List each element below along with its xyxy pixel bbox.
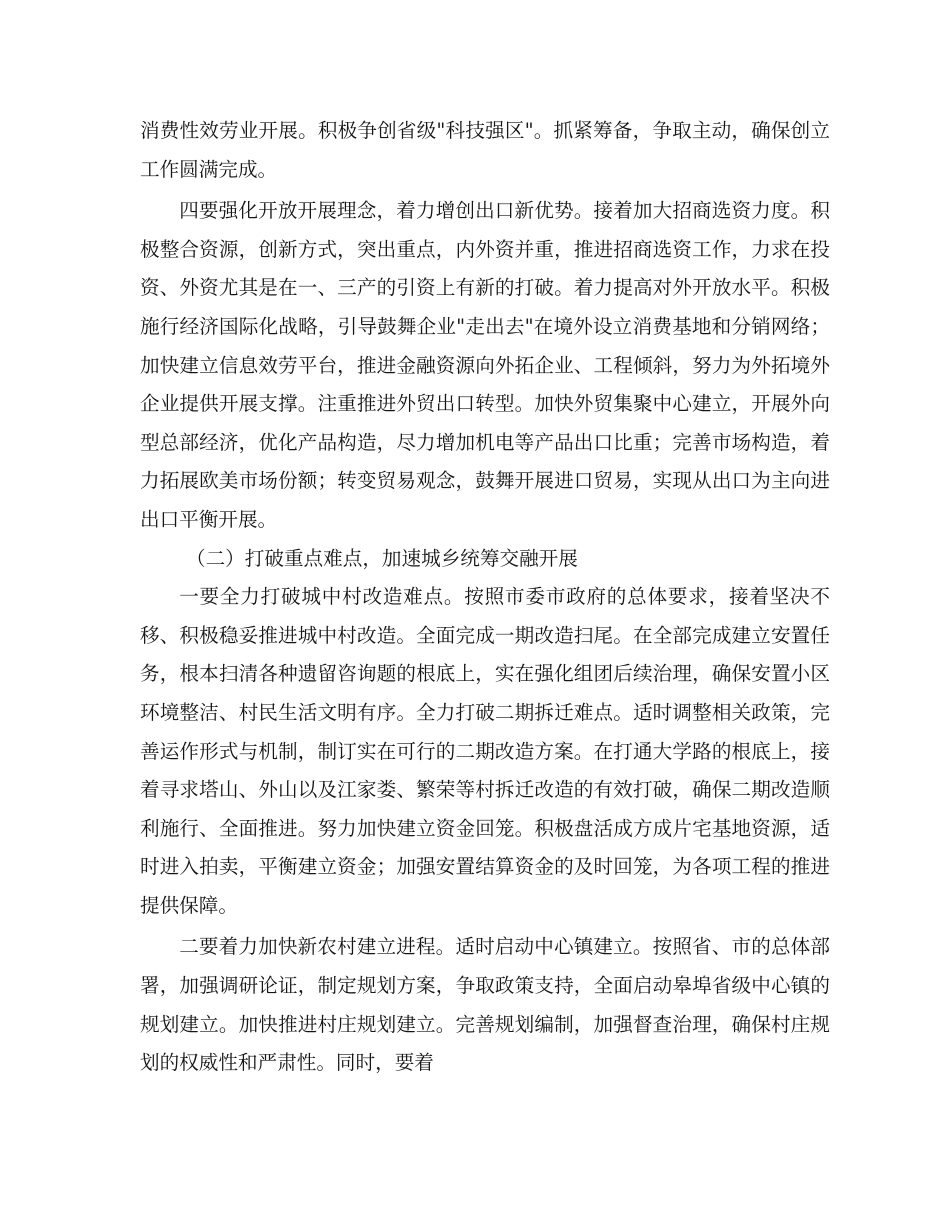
paragraph-2: 四要强化开放开展理念，着力增创出口新优势。接着加大招商选资力度。积极整合资源，创新方式，突出重点，内外资并重，推进招商选资工作，力求在投资、外资尤其是在一、三产的引资上有新的打破。着力提高对外开放水平。积极施行经济国际化战略，引导鼓舞企业"走出去"在境外设立消费基地和分销网络；加快建立信息效劳平台，推进金融资源向外拓企业、工程倾斜，努力为外拓境外企业提供开展支撑。注重推进外贸出口转型。加快外贸集聚中心建立，开展外向型总部经济，优化产品构造，尽力增加机电等产品出口比重；完善市场构造，着力拓展欧美市场份额；转变贸易观念，鼓舞开展进口贸易，实现从出口为主向进出口平衡开展。 <box>140 199 830 531</box>
paragraph-4: 二要着力加快新农村建立进程。适时启动中心镇建立。按照省、市的总体部署，加强调研论证，制定规划方案，争取政策支持，全面启动皋埠省级中心镇的规划建立。加快推进村庄规划建立。完善规划编制，加强督查治理，确保村庄规划的权威性和严肃性。同时，要着 <box>140 935 830 1075</box>
section-heading: （二）打破重点难点，加速城乡统筹交融开展 <box>186 546 578 570</box>
paragraph-1: 消费性效劳业开展。积极争创省级"科技强区"。抓紧筹备，争取主动，确保创立工作圆满完成。 <box>140 119 830 181</box>
document-page <box>140 112 830 1083</box>
paragraph-3: 一要全力打破城中村改造难点。按照市委市政府的总体要求，接着坚决不移、积极稳妥推进城中村改造。全面完成一期改造扫尾。在全部完成建立安置任务，根本扫清各种遗留咨询题的根底上，实在强化组团后续治理，确保安置小区环境整洁、村民生活文明有序。全力打破二期拆迁难点。适时调整相关政策，完善运作形式与机制，制订实在可行的二期改造方案。在打通大学路的根底上，接着寻求塔山、外山以及江家娄、繁荣等村拆迁改造的有效打破，确保二期改造顺利施行、全面推进。努力加快建立资金回笼。积极盘活成方成片宅基地资源，适时进入拍卖，平衡建立资金；加强安置结算资金的及时回笼，为各项工程的推进提供保障。 <box>140 585 830 917</box>
